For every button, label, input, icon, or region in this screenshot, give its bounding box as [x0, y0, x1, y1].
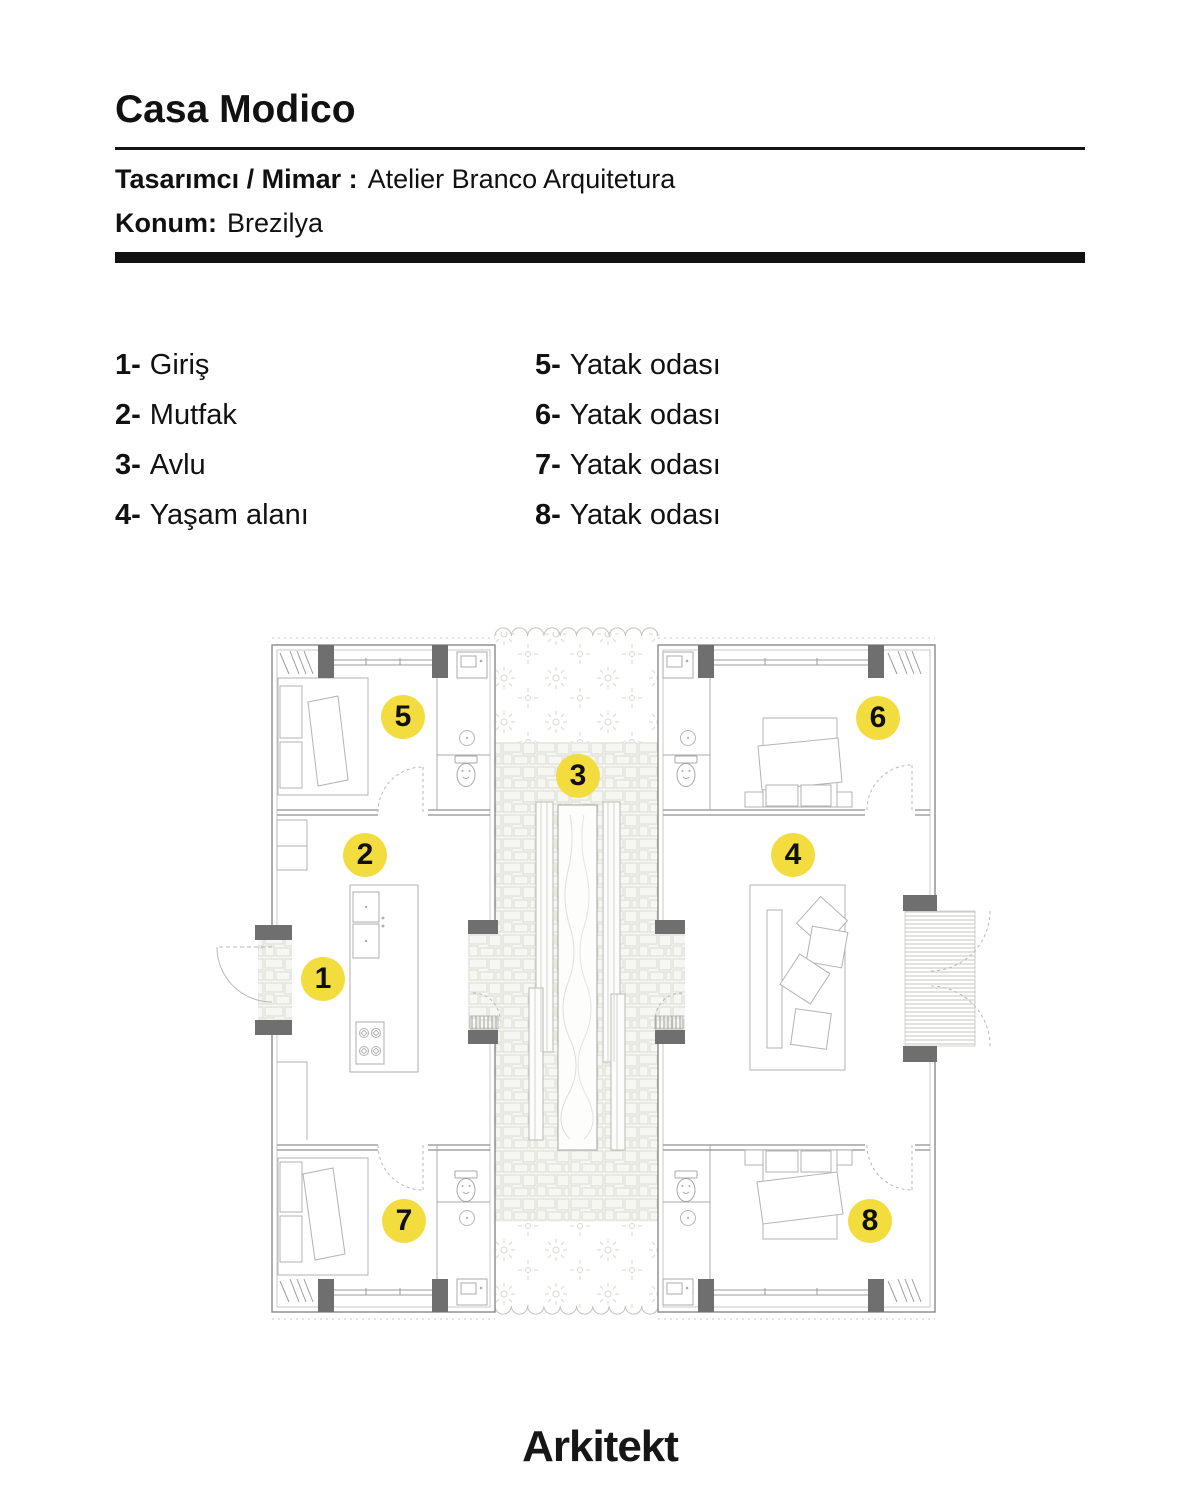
cushion-icon — [806, 926, 848, 968]
door-opening — [865, 807, 915, 817]
sink-icon — [681, 1211, 696, 1226]
bed-icon — [278, 1158, 368, 1275]
right-wing — [655, 638, 990, 1319]
location-label: Konum: — [115, 208, 217, 238]
legend-num: 6- — [535, 399, 561, 431]
room-marker-5: 5 — [381, 695, 425, 739]
deck-hatch — [905, 911, 975, 1046]
divider-thin — [115, 147, 1085, 150]
entrance-paving — [258, 940, 292, 1020]
wall-post — [255, 1020, 292, 1035]
bed-icon — [278, 678, 368, 795]
toilet-icon — [675, 756, 697, 787]
wall-post — [432, 645, 448, 678]
legend-num: 5- — [535, 349, 561, 381]
courtyard — [495, 628, 658, 1314]
legend-item-1 — [115, 349, 209, 382]
room-marker-1: 1 — [301, 957, 345, 1001]
wall-post — [318, 645, 334, 678]
wall-post — [468, 1030, 498, 1044]
room-marker-8: 8 — [848, 1199, 892, 1243]
divider-thick — [115, 252, 1085, 263]
pool — [558, 805, 597, 1150]
legend-item-2 — [115, 399, 237, 432]
legend-num: 3- — [115, 449, 141, 481]
bench-icon — [767, 910, 782, 1048]
wall-post — [318, 1279, 334, 1312]
sink-icon — [681, 731, 696, 746]
wall-post — [868, 645, 884, 678]
legend-num: 2- — [115, 399, 141, 431]
legend-item-7 — [535, 449, 721, 482]
left-wing — [217, 638, 500, 1319]
cooktop-icon — [356, 1022, 384, 1064]
wall-post — [655, 920, 685, 934]
garden-top — [495, 632, 658, 742]
wall-post — [698, 1279, 714, 1312]
floor-plan — [230, 622, 1000, 1332]
legend-num: 4- — [115, 499, 141, 531]
legend-label: Mutfak — [149, 399, 237, 431]
designer-line — [115, 164, 675, 195]
wall-post — [432, 1279, 448, 1312]
legend-item-3 — [115, 449, 206, 482]
room-marker-3: 3 — [556, 754, 600, 798]
legend-label: Avlu — [149, 449, 206, 481]
cushion-icon — [791, 1009, 832, 1050]
garden-bottom — [495, 1222, 658, 1308]
wall-post — [468, 920, 498, 934]
screen-hatch — [655, 1016, 683, 1029]
courtyard-door-right-wing — [655, 920, 685, 1044]
location-line — [115, 208, 323, 239]
wall-post — [255, 925, 292, 940]
page-title: Casa Modico — [115, 88, 356, 131]
sofa-rug — [750, 885, 848, 1070]
wall-post — [655, 1030, 685, 1044]
legend-num: 7- — [535, 449, 561, 481]
legend-label: Giriş — [149, 349, 210, 381]
courtyard-door-left-wing — [468, 920, 500, 1044]
screen-hatch — [470, 1016, 498, 1029]
legend-num: 1- — [115, 349, 141, 381]
legend-label: Yatak odası — [569, 349, 721, 381]
room-marker-2: 2 — [343, 833, 387, 877]
legend-num: 8- — [535, 499, 561, 531]
location-value: Brezilya — [226, 208, 324, 238]
sink-icon — [460, 731, 475, 746]
living-double-door — [903, 895, 990, 1062]
wall-post — [868, 1279, 884, 1312]
toilet-icon — [455, 756, 477, 787]
door-opening — [378, 1143, 428, 1153]
legend-label: Yatak odası — [569, 449, 721, 481]
legend-item-8 — [535, 499, 721, 532]
designer-label: Tasarımcı / Mimar : — [115, 164, 358, 194]
wall-post — [698, 645, 714, 678]
wall-post — [903, 1046, 937, 1062]
sink-icon — [460, 1211, 475, 1226]
legend-item-5 — [535, 349, 721, 382]
door-opening — [378, 807, 428, 817]
legend-label: Yatak odası — [569, 399, 721, 431]
toilet-icon — [455, 1171, 477, 1202]
toilet-icon — [675, 1171, 697, 1202]
room-marker-4: 4 — [771, 833, 815, 877]
legend-item-4 — [115, 499, 309, 532]
kitchen-island — [350, 885, 418, 1072]
legend-label: Yatak odası — [569, 499, 721, 531]
wall-post — [903, 895, 937, 911]
brand-logo: Arkitekt — [522, 1422, 678, 1471]
room-marker-7: 7 — [382, 1199, 426, 1243]
legend-item-6 — [535, 399, 721, 432]
designer-value: Atelier Branco Arquitetura — [367, 164, 676, 194]
room-marker-6: 6 — [856, 696, 900, 740]
entrance — [217, 925, 292, 1035]
legend-label: Yaşam alanı — [149, 499, 309, 531]
door-opening — [865, 1143, 915, 1153]
